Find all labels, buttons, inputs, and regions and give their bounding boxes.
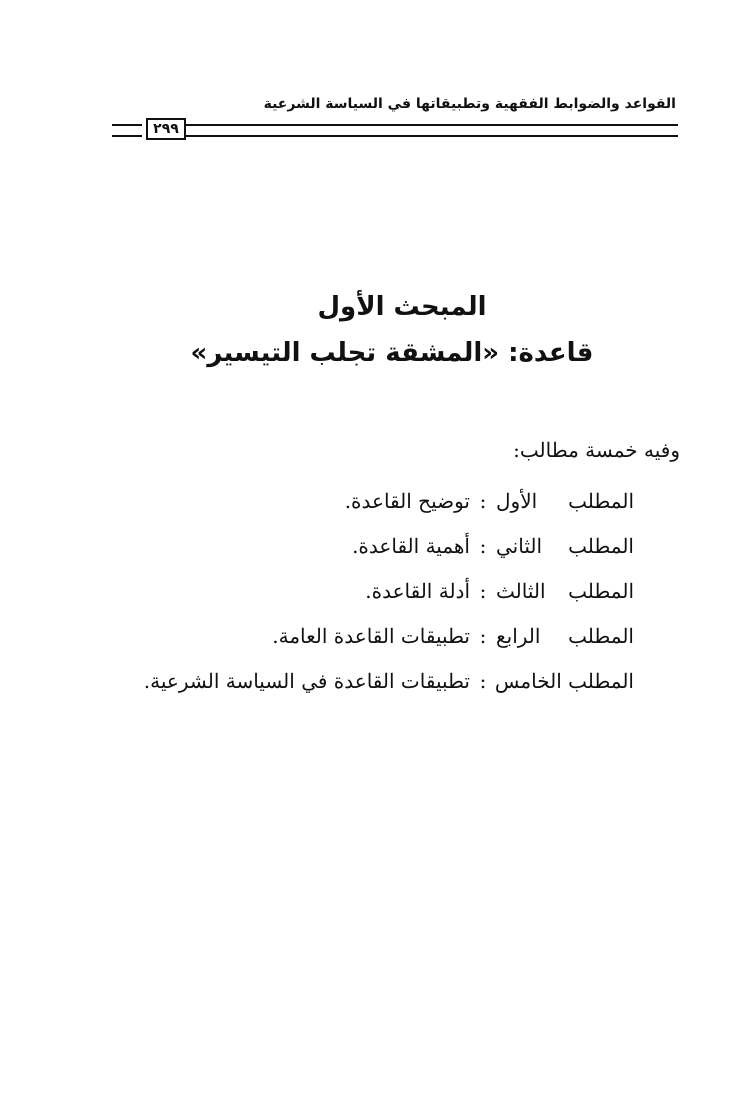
list-item [144, 658, 634, 703]
intro-text: وفيه خمسة مطالب: [513, 438, 680, 462]
separator: : [479, 488, 487, 513]
subsection-description: تطبيقات القاعدة في السياسة الشرعية. [143, 668, 470, 693]
separator: : [479, 668, 487, 693]
subsection-label: المطلب الثالث [496, 578, 634, 603]
section-heading: المبحث الأول [317, 292, 487, 322]
subsection-label: المطلب الأول [496, 488, 634, 513]
subsection-description: أدلة القاعدة. [365, 578, 470, 603]
subsection-label: المطلب الخامس [494, 668, 634, 693]
subsection-label: المطلب الثاني [496, 533, 634, 558]
header-double-rule [186, 124, 678, 137]
subsection-label: المطلب الرابع [496, 623, 634, 648]
separator: : [479, 533, 487, 558]
separator: : [479, 623, 487, 648]
rule-title: قاعدة: «المشقة تجلب التيسير» [190, 338, 594, 368]
subsection-description: أهمية القاعدة. [352, 533, 470, 558]
subsection-description: تطبيقات القاعدة العامة. [272, 623, 470, 648]
list-item [144, 523, 634, 568]
header-double-rule-stub [112, 124, 142, 137]
running-header-title: القواعد والضوابط الفقهية وتطبيقاتها في السياسة الشرعية [263, 96, 676, 112]
list-item [144, 613, 634, 658]
subsection-list [144, 478, 634, 703]
subsection-description: توضيح القاعدة. [344, 488, 470, 513]
page-number-box: ٢٩٩ [146, 118, 186, 140]
list-item [144, 478, 634, 523]
separator: : [479, 578, 487, 603]
list-item [144, 568, 634, 613]
